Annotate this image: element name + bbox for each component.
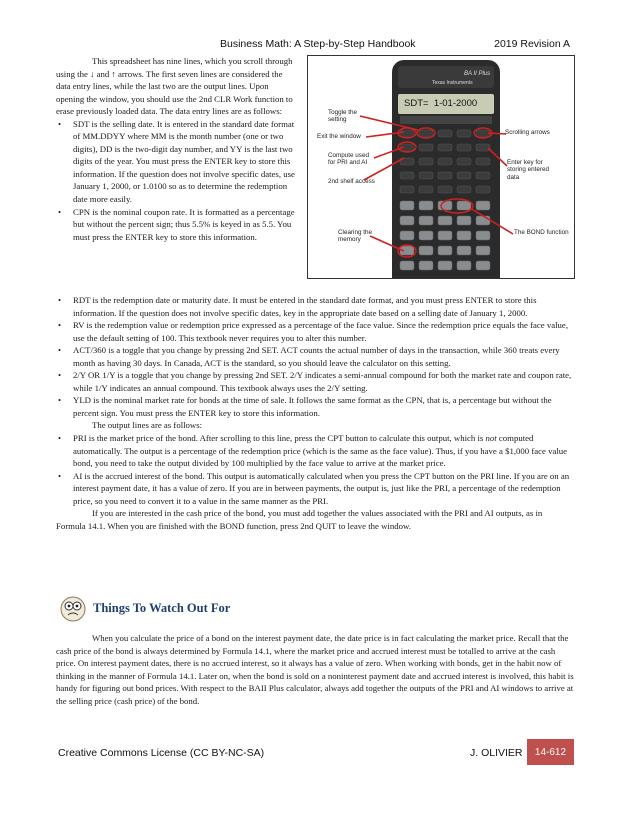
intro-paragraph: This spreadsheet has nine lines, which you scroll through using the ↓ and ↑ arrows. The first seven lines are considered the data entry lines, while the last two are the output lines. Upon opening the window, you should use the 2nd CLR Work function to erase previously loaded data. The data entry lines are as follows: bbox=[56, 56, 293, 117]
footer-license: Creative Commons License (CC BY-NC-SA) bbox=[58, 747, 265, 759]
section-heading-watch-out: Things To Watch Out For bbox=[93, 601, 231, 615]
callout-enter-key: Enter key for storing entered data bbox=[507, 159, 550, 181]
entry-list-full-container bbox=[56, 294, 574, 532]
callout-toggle-setting: Toggle the setting bbox=[328, 109, 358, 124]
list-item-yld: • YLD is the nominal market rate for bonds at the time of sale. It follows the same format as the CPN, that is, a percentage but without the percent sign. You must press the ENTER key to store this information. bbox=[56, 394, 574, 419]
output-intro: The output lines are as follows: bbox=[92, 420, 203, 431]
calculator-figure bbox=[307, 55, 575, 279]
watch-out-icon bbox=[58, 594, 88, 624]
up-arrow-glyph: ↑ bbox=[111, 68, 116, 79]
callout-2nd-shelf: 2nd shelf access bbox=[328, 178, 375, 185]
list-item-cpn: • CPN is the nominal coupon rate. It is formatted as a percentage but without the percent sign; thus 5.5% is keyed in as 5.5. You must press the ENTER key to store this information. bbox=[56, 206, 296, 244]
list-item-sdt: • SDT is the selling date. It is entered in the standard date format of MM.DDYY where MM is the month number (one or two digits), DD is the two-digit day number, and YY is the last two digits of the year. You must press the ENTER key to store this information. If the question does not involve specific dates, use January 1, 2000, or 1.0100 so as to determine the redemption date more easily. bbox=[56, 118, 296, 206]
list-item-pri: • PRI is the market price of the bond. After scrolling to this line, press the CPT button to calculate this output, which is not computed automatically. The output is a percentage of the redemption price (which is the same as the face value). Thus, if you have a $1,000 face value bond, you need to take the output divided by 100 multiplied by the face value to arrive at the market price. bbox=[56, 432, 574, 470]
running-header-revision: 2019 Revision A bbox=[494, 38, 570, 50]
footer-author: J. OLIVIER bbox=[470, 747, 523, 759]
watch-out-container bbox=[56, 632, 574, 707]
list-item-rv: • RV is the redemption value or redemption price expressed as a percentage of the face value. Since the redemption price equals the face value, use the default setting of 100. This textbook never requires you to alter this number. bbox=[56, 319, 574, 344]
calc-model-label: BA II Plus bbox=[464, 71, 491, 77]
list-item-ai: • AI is the accrued interest of the bond. This output is automatically calculated when you press the CPT button on the PRI line. If you are on an interest payment date, it has a value of zero. If you are in between payments, the output is, just like the PRI, a percentage of the redemption price, so you need to convert it to a value in the same manner as the PRI. bbox=[56, 470, 574, 508]
list-item-act360: • ACT/360 is a toggle that you change by pressing 2nd SET. ACT counts the actual number of days in the transaction, while 360 treats every month as having 30 days. In Canada, ACT is the standard, so you should leave the calculator on this setting. bbox=[56, 344, 574, 369]
calc-brand-label: Texas Instruments bbox=[432, 80, 473, 86]
intro-column bbox=[56, 55, 296, 243]
page-number-badge: 14-612 bbox=[527, 739, 574, 765]
list-item-2y-1y: • 2/Y OR 1/Y is a toggle that you change by pressing 2nd SET. 2/Y indicates a semi-annual compound for both the market rate and coupon rate, while 1/Y indicates an annual compound. This textbook always uses the 2/Y setting. bbox=[56, 369, 574, 394]
list-item-rdt: • RDT is the redemption date or maturity date. It must be entered in the standard date format, and you must press ENTER to store this information. If the question does not involve specific dates, key in the appropriate date based on a selling date of January 1, 2000. bbox=[56, 294, 574, 319]
cash-price-paragraph: If you are interested in the cash price of the bond, you must add together the values associated with the PRI and AI outputs, as in Formula 14.1. When you are finished with the BOND function, press 2nd QUIT to leave the window. bbox=[56, 508, 543, 531]
callout-scrolling-arrows: Scrolling arrows bbox=[505, 129, 550, 136]
running-header-title: Business Math: A Step-by-Step Handbook bbox=[220, 38, 416, 50]
calculator-display: SDT= 1-01-2000 bbox=[404, 98, 478, 109]
output-list bbox=[56, 432, 574, 507]
callout-clearing-memory: Clearing the memory bbox=[338, 229, 372, 244]
entry-list-column bbox=[56, 118, 296, 243]
entry-list-full bbox=[56, 294, 574, 419]
callout-compute: Compute used for PRI and AI bbox=[328, 152, 369, 167]
watch-out-paragraph: When you calculate the price of a bond on the interest payment date, the date price is in fact calculating the market price. Recall that the cash price of the bond is always determined by Formula 14.1, where the market price and accrued interest must be totalled to arrive at the cash price. On interest payment dates, there is no accrued interest, so it always has a value of zero. When working with bonds, get in the habit now of thinking in the manner of Formula 14.1. Later on, when the bond is sold on a noninterest payment date and accrued interest is involved, this habit is handy for figuring out bond prices. With respect to the BAII Plus calculator, always add together the outputs of the PRI and AI windows to arrive at the selling price (cash price) of the bond. bbox=[56, 633, 574, 706]
callout-exit-window: Exit the window bbox=[317, 133, 361, 140]
callout-bond-function: The BOND function bbox=[514, 229, 569, 236]
down-arrow-glyph: ↓ bbox=[90, 68, 95, 79]
